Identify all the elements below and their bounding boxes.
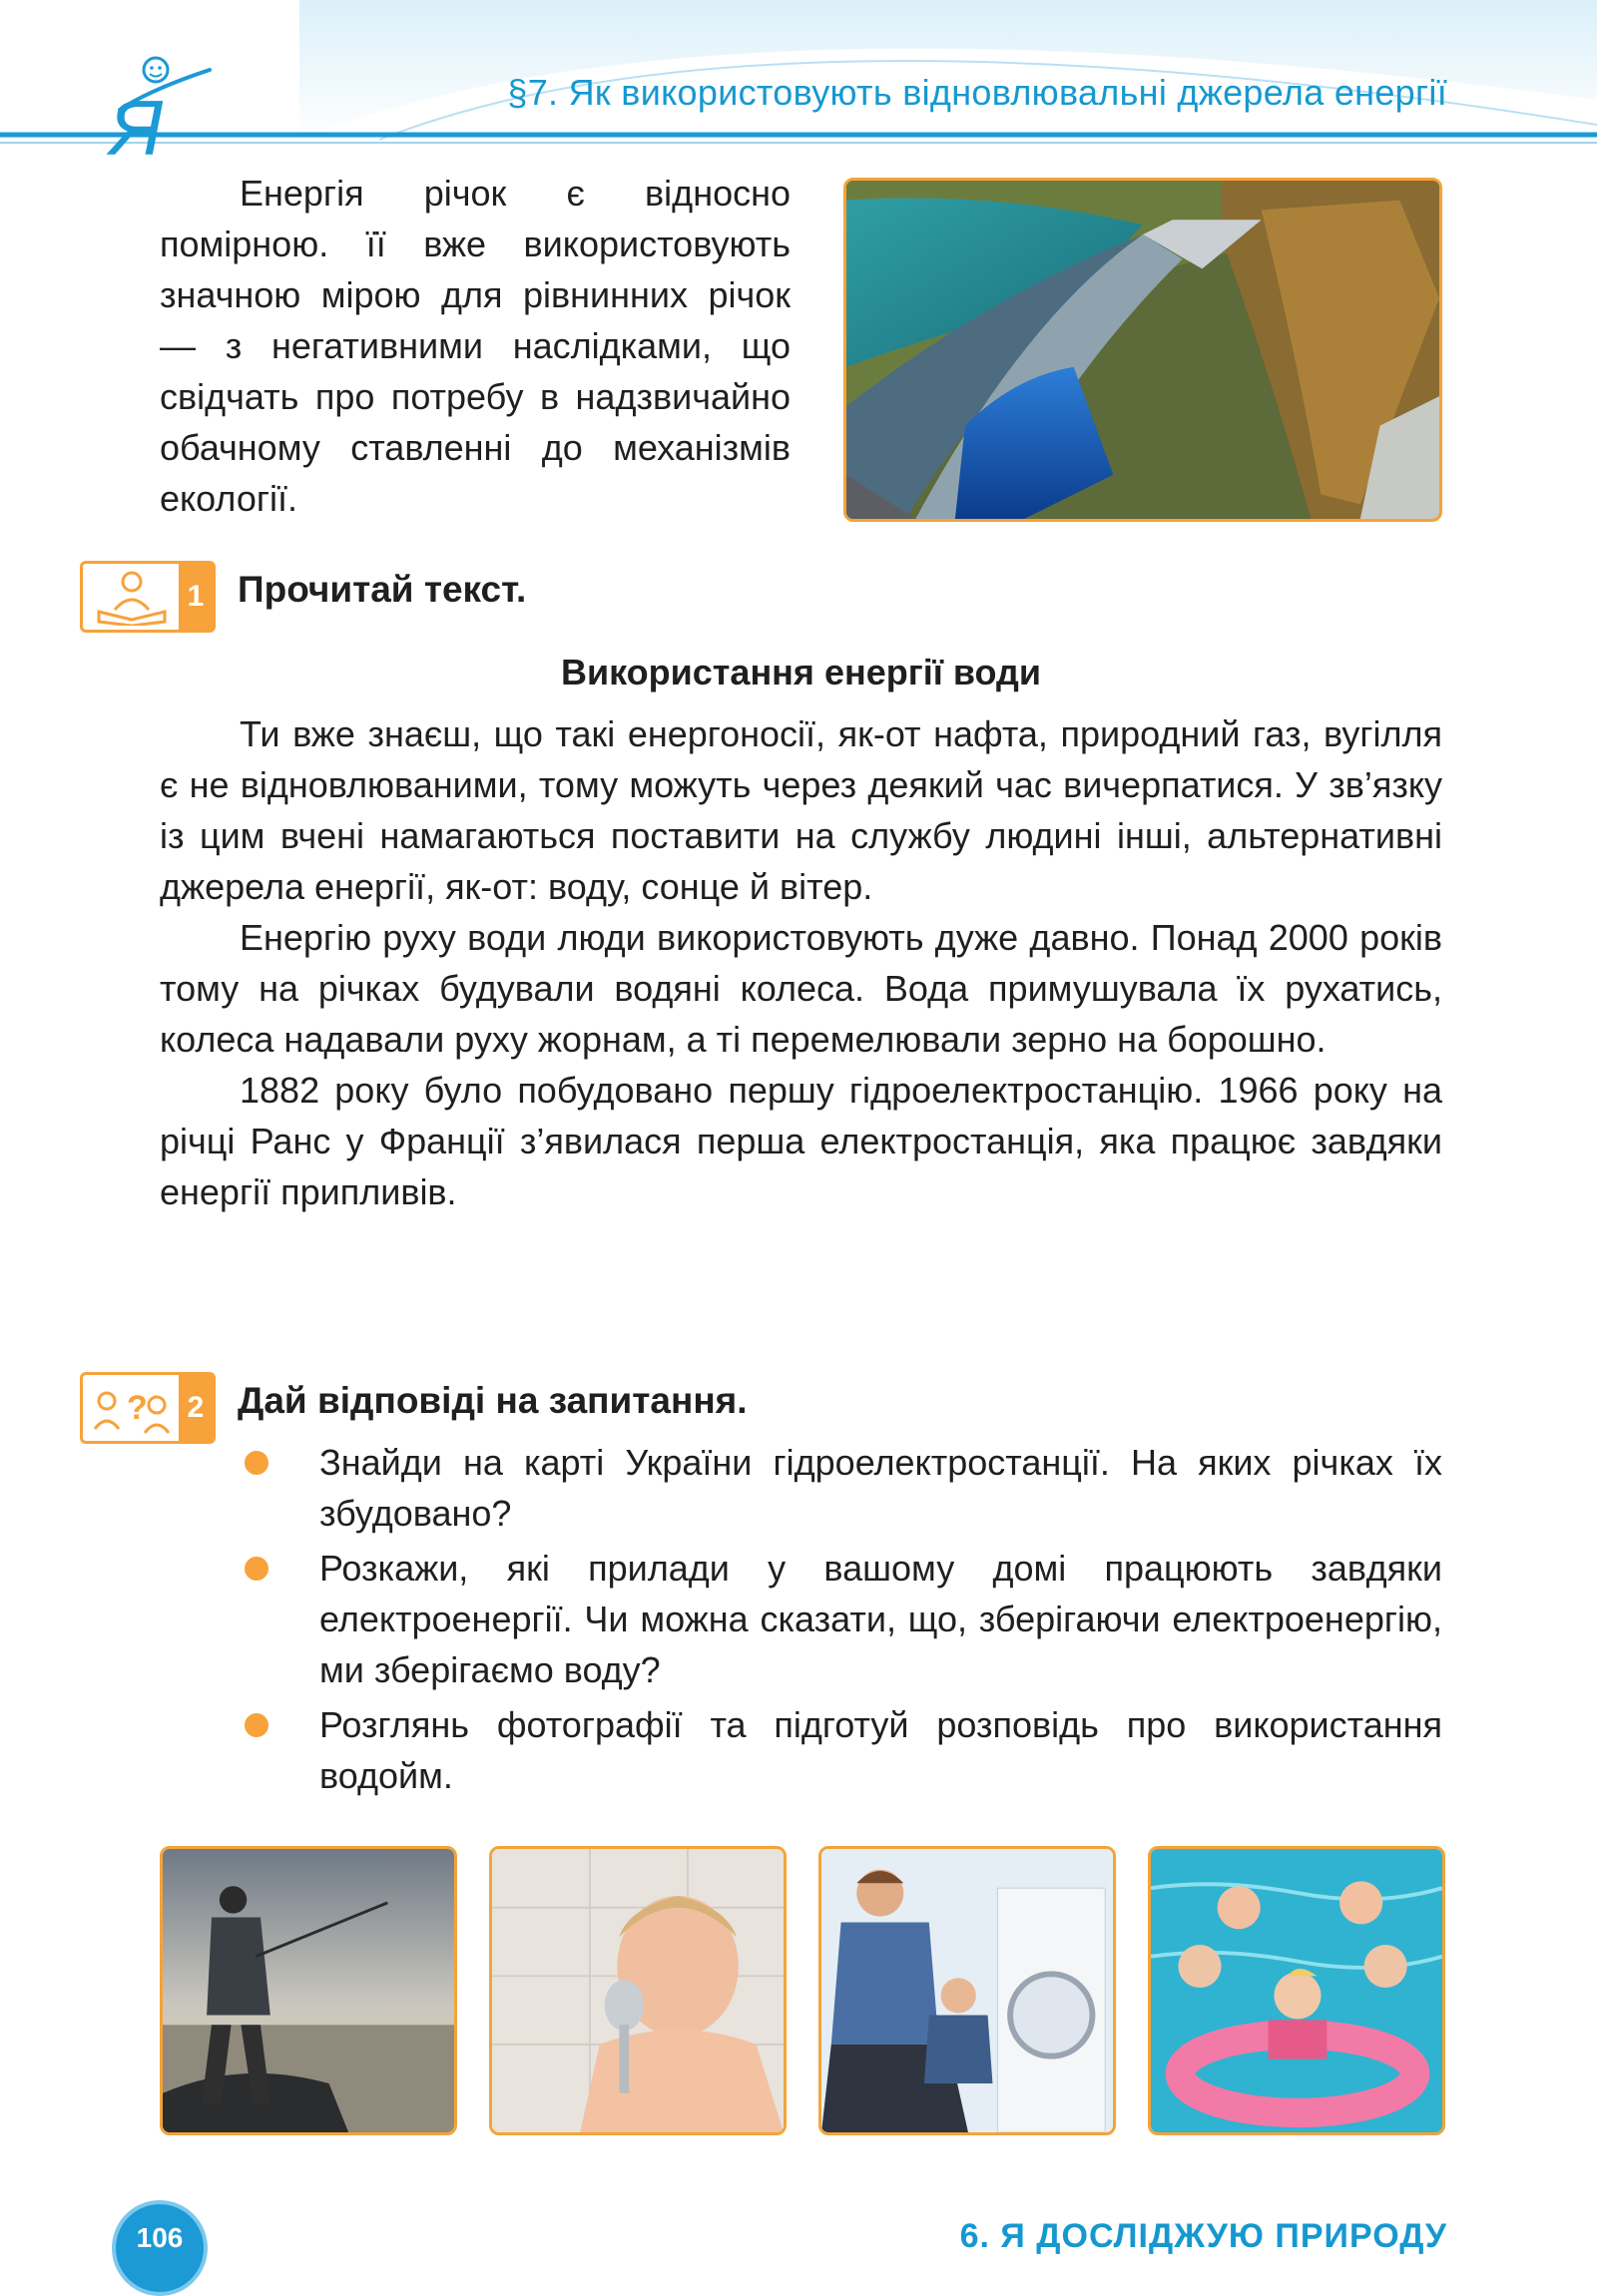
bullet-icon <box>245 1713 268 1737</box>
intro-paragraph <box>160 168 791 524</box>
reading-text <box>160 708 1442 1217</box>
list-item: Розглянь фотографії та підготуй розповідь про використання водойм. <box>240 1699 1442 1801</box>
chapter-title: 6. Я ДОСЛІДЖУЮ ПРИРОДУ <box>959 2217 1447 2255</box>
reading-title: Використання енергії води <box>560 652 1041 692</box>
bullet-icon <box>245 1451 268 1475</box>
page-number: 106 <box>136 2222 184 2253</box>
reading-paragraph: Ти вже знаєш, що такі енергоносії, як-от нафта, природний газ, вугілля є не відновлюваними, тому можуть через деякий час вичерпатися. У зв’язку із цим вчені намагаються поставити на службу людині інші, альтернативні джерела енергії, як-от: воду, сонце й вітер. <box>160 713 1442 907</box>
svg-text:?: ? <box>127 1389 148 1427</box>
intro-text: Енергія річок є відносно помірною. її вже використовують значною мірою для рівнинних річок — з негативними наслідками, що свідчать про потребу в надзвичайно обачному ставленні до механізмів екології. <box>160 173 791 519</box>
page-number-badge <box>112 2200 208 2296</box>
task-2-heading: Дай відповіді на запитання. <box>238 1380 748 1421</box>
questions-list <box>240 1437 1442 1805</box>
reading-paragraph: 1882 року було побудовано першу гідроелектростанцію. 1966 року на річці Ранс у Франції з’явилася перша електростанція, яка працює завдяки енергії припливів. <box>160 1070 1442 1212</box>
task-2-badge <box>80 1372 216 1444</box>
reading-person-icon <box>87 568 177 626</box>
section-title: §7. Як використовують відновлювальні джерела енергії <box>507 72 1447 113</box>
task-2-number: 2 <box>179 1375 213 1441</box>
dam-photo <box>843 178 1442 522</box>
task-1-badge <box>80 561 216 633</box>
list-item: Розкажи, які прилади у вашому домі працюють завдяки електроенергії. Чи можна сказати, що, зберігаючи електроенергію, ми зберігаємо воду? <box>240 1543 1442 1695</box>
list-item: Знайди на карті України гідроелектростанції. На яких річках їх збудовано? <box>240 1437 1442 1539</box>
task-1-number: 1 <box>179 564 213 630</box>
ya-logo-icon <box>100 50 230 160</box>
photo-swimming-pool <box>1148 1846 1445 2135</box>
photo-washing-machine <box>818 1846 1116 2135</box>
svg-text:Я: Я <box>110 84 164 160</box>
task-1-heading: Прочитай текст. <box>238 569 527 610</box>
reading-paragraph: Енергію руху води люди використовують дуже давно. Понад 2000 років тому на річках будували водяні колеса. Вода примушувала їх рухатись, колеса надавали руху жорнам, а ті перемелювали зерно на борошно. <box>160 917 1442 1060</box>
question-people-icon <box>87 1379 177 1437</box>
bullet-icon <box>245 1557 268 1581</box>
photo-fishing <box>160 1846 457 2135</box>
photo-shower <box>489 1846 787 2135</box>
